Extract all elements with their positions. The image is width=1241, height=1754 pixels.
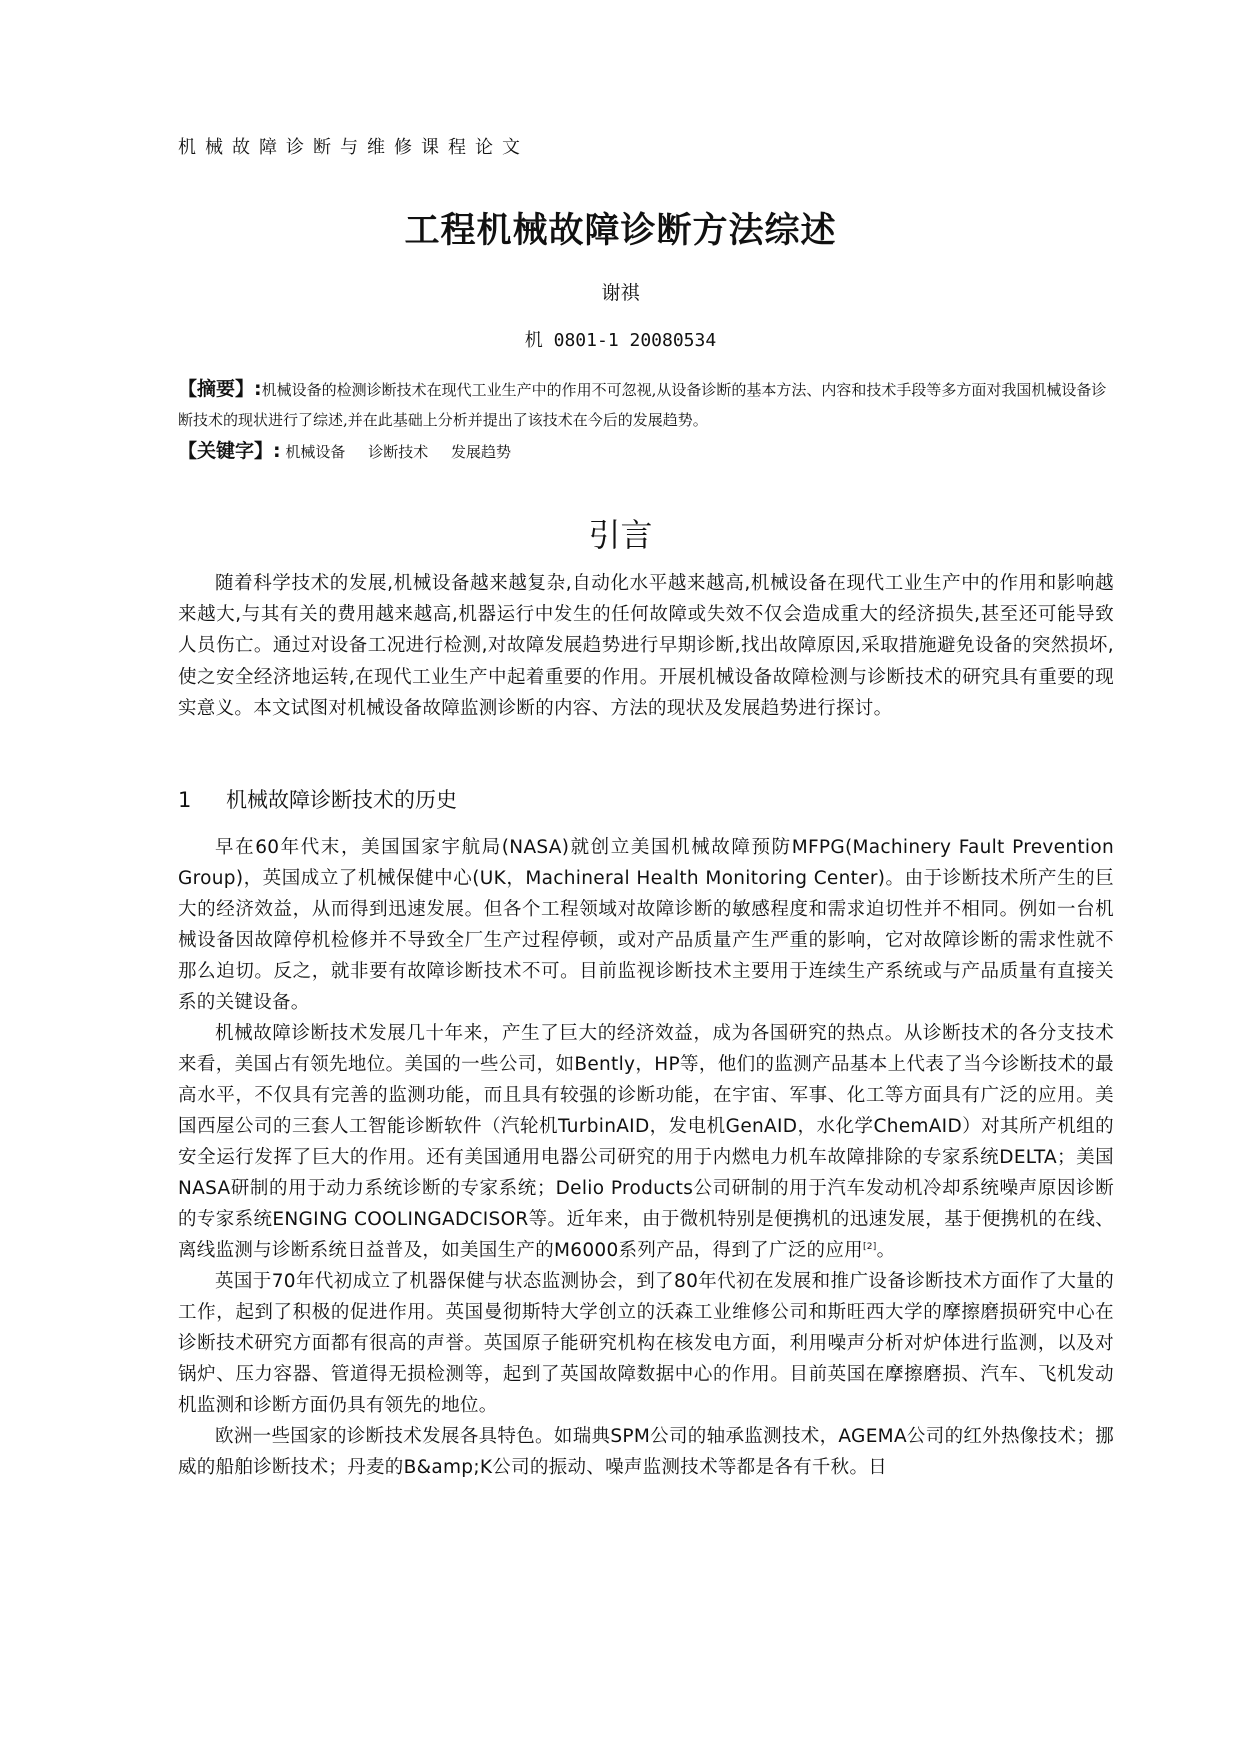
paragraph-text: 机械故障诊断技术发展几十年来，产生了巨大的经济效益，成为各国研究的热点。从诊断技术的各分支技术来看，美国占有领先地位。美国的一些公司，如Bently，HP等，他们的监测产品基本上代表了当今诊断技术的最高水平，不仅具有完善的监测功能，而且具有较强的诊断功能，在宇宙、军事、化工等方面具有广泛的应用。美国西屋公司的三套人工智能诊断软件（汽轮机TurbinAID，发电机GenAID，水化学ChemAID）对其所产机组的安全运行发挥了巨大的作用。还有美国通用电器公司研究的用于内燃电力机车故障排除的专家系统DELTA；美国NASA研制的用于动力系统诊断的专家系统；Delio Products公司研制的用于汽车发动机冷却系统噪声原因诊断的专家系统ENGING COOLINGADCISOR等。近年来，由于微机特别是便携机的迅速发展，基于便携机的在线、离线监测与诊断系统日益普及，如美国生产的M6000系列产品，得到了广泛的应用 [178, 1023, 1114, 1261]
section-heading [178, 784, 457, 814]
section-body [178, 832, 1114, 1483]
paragraph [178, 1018, 1114, 1266]
keywords [178, 436, 1114, 467]
abstract [178, 374, 1114, 435]
paragraph-end: 。 [876, 1240, 896, 1261]
abstract-text: 机械设备的检测诊断技术在现代工业生产中的作用不可忽视,从设备诊断的基本方法、内容和技术手段等多方面对我国机械设备诊断技术的现状进行了综述,并在此基础上分析并提出了该技术在今后的发展趋势。 [178, 381, 1107, 429]
paragraph: 早在60年代末，美国国家宇航局(NASA)就创立美国机械故障预防MFPG(Machinery Fault Prevention Group)，英国成立了机械保健中心(UK，Machineral Health Monitoring Center)。由于诊断技术所产生的巨大的经济效益，从而得到迅速发展。但各个工程领域对故障诊断的敏感程度和需求迫切性并不相同。例如一台机械设备因故障停机检修并不导致全厂生产过程停顿，或对产品质量产生严重的影响，它对故障诊断的需求性就不那么迫切。反之，就非要有故障诊断技术不可。目前监视诊断技术主要用于连续生产系统或与产品质量有直接关系的关键设备。 [178, 837, 1114, 1013]
abstract-label: 【摘要】: [178, 378, 262, 400]
keyword: 机械设备 [285, 443, 346, 461]
author-affiliation: 机 0801-1 20080534 [524, 330, 717, 351]
author-name: 谢祺 [601, 282, 640, 304]
paragraph: 欧洲一些国家的诊断技术发展各具特色。如瑞典SPM公司的轴承监测技术，AGEMA公司的红外热像技术；挪威的船舶诊断技术；丹麦的B&amp;K公司的振动、噪声监测技术等都是各有千秋。日 [178, 1426, 1114, 1478]
paragraph: 随着科学技术的发展,机械设备越来越复杂,自动化水平越来越高,机械设备在现代工业生产中的作用和影响越来越大,与其有关的费用越来越高,机器运行中发生的任何故障或失效不仅会造成重大的经济损失,甚至还可能导致人员伤亡。通过对设备工况进行检测,对故障发展趋势进行早期诊断,找出故障原因,采取措施避免设备的突然损坏,使之安全经济地运转,在现代工业生产中起着重要的作用。开展机械设备故障检测与诊断技术的研究具有重要的现实意义。本文试图对机械设备故障监测诊断的内容、方法的现状及发展趋势进行探讨。 [178, 573, 1114, 719]
keywords-label: 【关键字】: [178, 440, 281, 462]
section-number: 1 [178, 788, 192, 812]
citation: [2] [862, 1241, 877, 1252]
intro-body [178, 568, 1114, 724]
running-header: 机械故障诊断与维修课程论文 [178, 137, 529, 158]
keyword: 发展趋势 [450, 443, 511, 461]
paper-title: 工程机械故障诊断方法综述 [404, 211, 837, 251]
paragraph: 英国于70年代初成立了机器保健与状态监测协会，到了80年代初在发展和推广设备诊断技术方面作了大量的工作，起到了积极的促进作用。英国曼彻斯特大学创立的沃森工业维修公司和斯旺西大学的摩擦磨损研究中心在诊断技术研究方面都有很高的声誉。英国原子能研究机构在核发电方面，利用噪声分析对炉体进行监测，以及对锅炉、压力容器、管道得无损检测等，起到了英国故障数据中心的作用。目前英国在摩擦磨损、汽车、飞机发动机监测和诊断方面仍具有领先的地位。 [178, 1271, 1114, 1416]
section-title: 机械故障诊断技术的历史 [226, 788, 457, 812]
keyword: 诊断技术 [368, 443, 429, 461]
intro-heading: 引言 [588, 516, 653, 554]
